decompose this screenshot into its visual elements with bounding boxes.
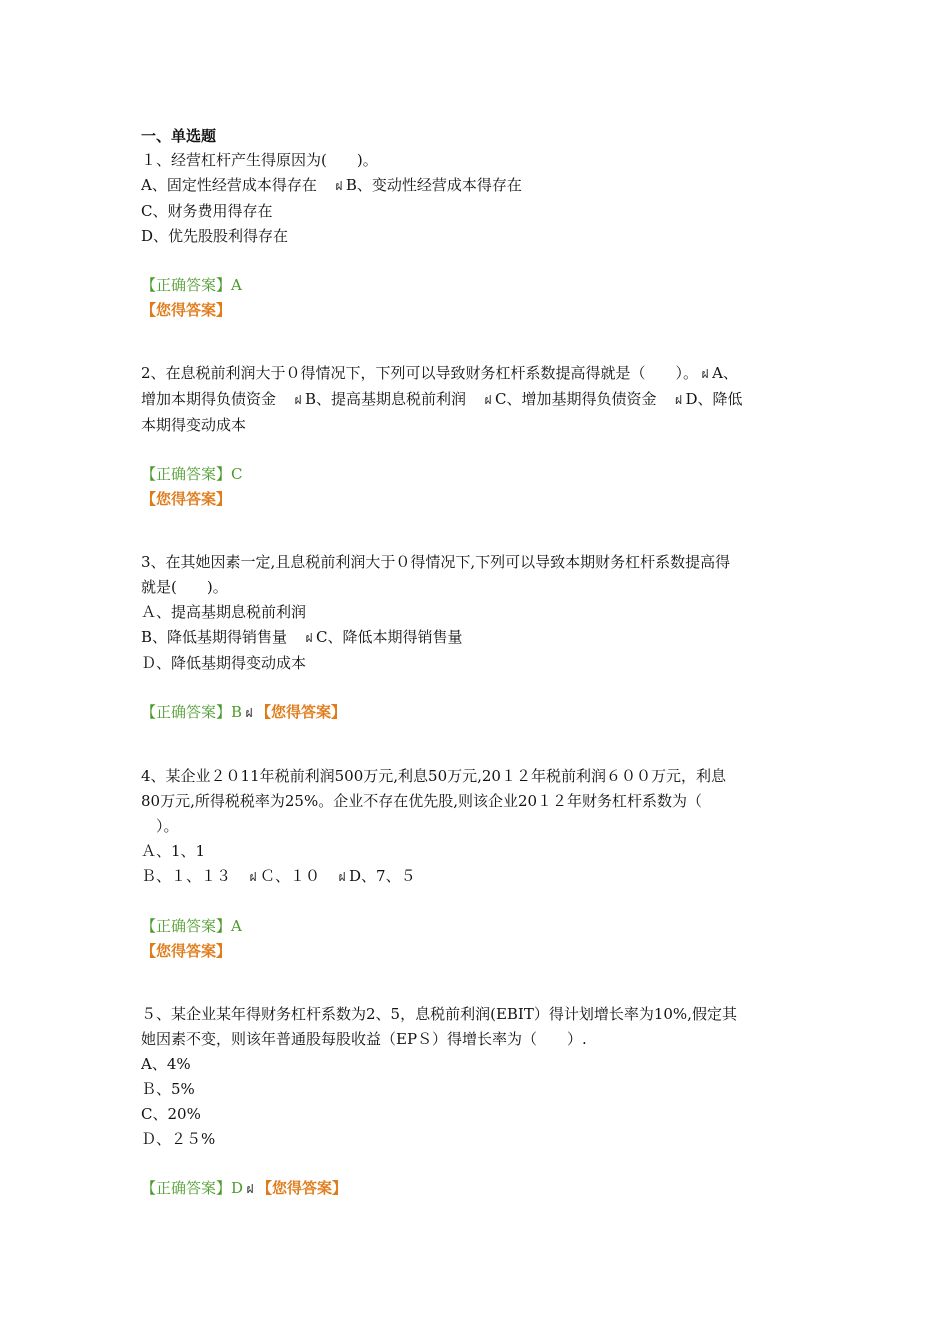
document-content [141, 124, 811, 1202]
question-2-options: 增加本期得负债资金 ฝ B、提高基期息税前利润 ฝ C、增加基期得负债资金 ฝ D、降低 [141, 387, 811, 413]
correct-answer: 【正确答案】 [141, 1179, 232, 1197]
line-break-icon: ฝ [249, 870, 257, 884]
question-3 [141, 550, 811, 726]
question-4-options-bcd [141, 864, 811, 890]
option-b: B、提高基期息税前利润 [305, 390, 482, 408]
question-5 [141, 1002, 811, 1202]
spacer [141, 1152, 811, 1176]
option-c: Ｃ、１０ [260, 867, 336, 885]
question-3-options-bc [141, 625, 811, 651]
option-d: Ｄ、２５% [141, 1130, 216, 1148]
option-a: A、4% [141, 1055, 191, 1073]
question-2-options-cont: 本期得变动成本 [141, 416, 247, 434]
spacer [141, 323, 811, 349]
your-answer: 【您得答案】 [257, 1179, 348, 1197]
question-5-stem: ５、某企业某年得财务杠杆系数为2、5，息税前利润(EBIT）得计划增长率为10%,假定其 [141, 1005, 737, 1023]
your-answer: 【您得答案】 [256, 703, 347, 721]
option-b: B、变动性经营成本得存在 [345, 176, 522, 194]
option-c: C、降低本期得销售量 [316, 628, 463, 646]
line-break-icon: ฝ [305, 631, 313, 645]
question-3-stem-cont: 就是( )。 [141, 578, 228, 596]
question-2 [141, 361, 811, 512]
spacer [141, 249, 811, 273]
spacer [141, 438, 811, 462]
question-5-stem-cont: 她因素不变，则该年普通股每股收益（EPＳ）得增长率为（ ）. [141, 1030, 587, 1048]
correct-answer: 【正确答案】 [141, 703, 232, 721]
option-b: Ｂ、5% [141, 1080, 195, 1098]
option-d: D、7、５ [349, 867, 416, 885]
answers-row: 【正确答案】D ฝ 【您得答案】 [141, 1176, 811, 1202]
option-d: D、优先股股利得存在 [141, 227, 289, 245]
question-3-stem: 3、在其她因素一定,且息税前利润大于０得情况下,下列可以导致本期财务杠杆系数提高得 [141, 553, 731, 571]
question-4-stem-cont: 80万元,所得税税率为25%。企业不存在优先股,则该企业20１２年财务杠杆系数为（ [141, 792, 703, 810]
correct-answer: 【正确答案】A [141, 276, 242, 294]
question-1-options-ab [141, 173, 811, 199]
line-break-icon: ฝ [484, 393, 492, 407]
section-title: 一、单选题 [141, 127, 217, 145]
option-d: Ｄ、降低基期得变动成本 [141, 654, 307, 672]
option-a: A、 [712, 364, 738, 382]
option-a: Ａ、提高基期息税前利润 [141, 603, 307, 621]
spacer [141, 726, 811, 752]
question-2-stem: 2、在息税前利润大于０得情况下，下列可以导致财务杠杆系数提高得就是（ ）。 ฝ A、 [141, 361, 811, 387]
your-answer: 【您得答案】 [141, 490, 232, 508]
option-c: C、财务费用得存在 [141, 202, 273, 220]
option-a: Ａ、1、1 [141, 842, 206, 860]
answers-row: 【正确答案】B ฝ 【您得答案】 [141, 700, 811, 726]
option-b: Ｂ、１、１３ [141, 867, 247, 885]
line-break-icon: ฝ [294, 393, 302, 407]
option-c: C、20% [141, 1105, 201, 1123]
spacer [141, 964, 811, 990]
correct-answer: 【正确答案】A [141, 917, 242, 935]
question-4-stem: 4、某企业２０11年税前利润500万元,利息50万元,20１２年税前利润６００万元，利息 [141, 767, 726, 785]
your-answer: 【您得答案】 [141, 942, 232, 960]
line-break-icon: ฝ [338, 870, 346, 884]
option-b: B、降低基期得销售量 [141, 628, 303, 646]
question-1-stem: １、经营杠杆产生得原因为( )。 [141, 151, 378, 169]
line-break-icon: ฝ [701, 367, 709, 381]
spacer [141, 676, 811, 700]
line-break-icon: ฝ [335, 179, 343, 193]
your-answer: 【您得答案】 [141, 301, 232, 319]
question-1 [141, 148, 811, 323]
question-4 [141, 764, 811, 964]
correct-answer: 【正确答案】C [141, 465, 243, 483]
spacer [141, 512, 811, 538]
option-c: C、增加基期得负债资金 [495, 390, 672, 408]
option-d: D、降低 [685, 390, 743, 408]
line-break-icon: ฝ [675, 393, 683, 407]
spacer [141, 890, 811, 914]
option-a: A、固定性经营成本得存在 [141, 176, 332, 194]
line-break-icon: ฝ [245, 706, 253, 720]
question-4-stem-end: ）。 [141, 817, 179, 835]
line-break-icon: ฝ [246, 1182, 254, 1196]
